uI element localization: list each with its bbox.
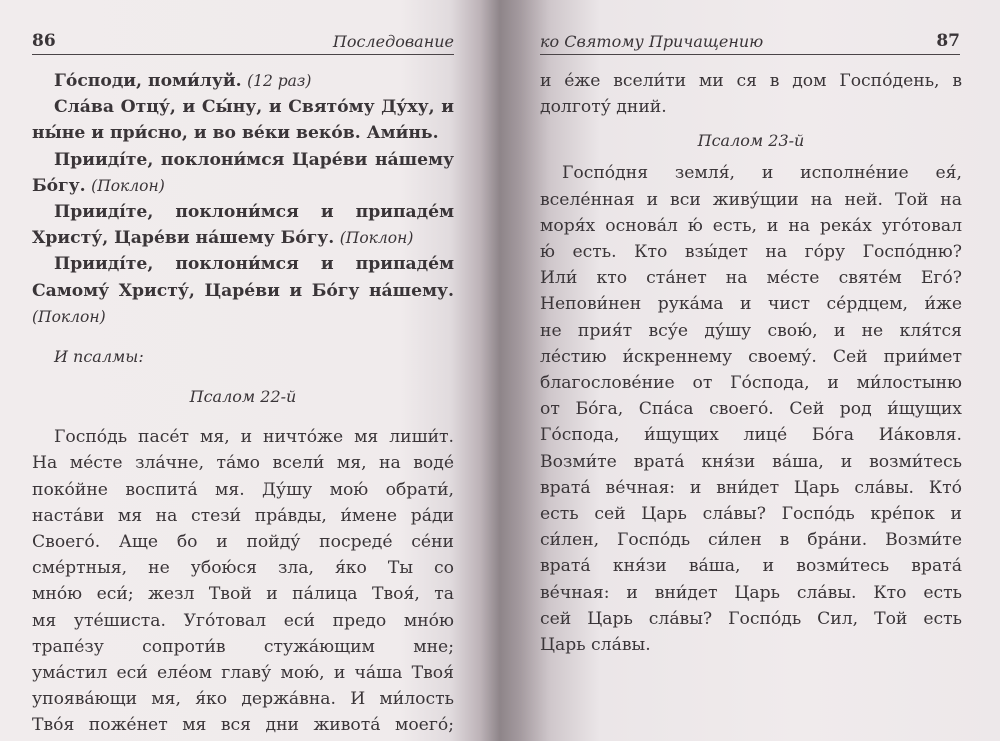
text-line: Приидíте, поклони́мся и припаде́м bbox=[54, 254, 454, 275]
text-line: Царь сла́вы. bbox=[540, 635, 651, 656]
text-line: Бо́гу. (Поклон) bbox=[32, 175, 165, 196]
text-line: ю́ есть. Кто взы́дет на го́ру Госпо́дню? bbox=[540, 242, 962, 263]
text-line: не прия́т всу́е ду́шу свою́, и не кля́тся bbox=[540, 320, 962, 341]
psalm-heading: Псалом 22-й bbox=[189, 387, 297, 407]
left-page-body bbox=[32, 68, 454, 739]
text-line: Непови́нен рука́ма и чист се́рдцем, и́же bbox=[540, 294, 962, 315]
text-line: упоява́ющи мя, я́ко держа́вна. И ми́лость bbox=[32, 689, 454, 710]
text-line: моря́х основа́л ю́ есть, и на река́х уго́товал bbox=[540, 215, 962, 236]
text-line: На ме́сте зла́чне, та́мо всели́ мя, на воде́ bbox=[32, 453, 454, 474]
text-line: от Бо́га, Спа́са своего́. Сей род и́щущих bbox=[540, 399, 962, 420]
text-line: мя уте́шиста. Уго́товал еси́ предо мно́ю bbox=[32, 610, 454, 631]
psalm-heading: Псалом 23-й bbox=[697, 131, 805, 151]
text-line: Приидíте, поклони́мся и припаде́м bbox=[54, 202, 454, 223]
section-intro: И псалмы: bbox=[54, 347, 144, 367]
text-line: наста́ви мя на стези́ пра́вды, и́мене ра́ди bbox=[32, 505, 454, 526]
text-line: ве́чная: и вни́дет Царь сла́вы. Кто есть bbox=[540, 582, 962, 603]
text-line: Приидíте, поклони́мся Царе́ви на́шему bbox=[54, 149, 454, 170]
text-line: Госпо́дь пасе́т мя, и ничто́же мя лиши́т. bbox=[54, 427, 454, 448]
text-line: си́лен, Госпо́дь си́лен в бра́ни. Возми́те bbox=[540, 530, 962, 551]
running-title: ко Святому Причащению bbox=[540, 32, 764, 51]
text-line: Тво́я поже́нет мя вся дни живота́ моего́; bbox=[32, 715, 454, 736]
text-line: (Поклон) bbox=[32, 307, 106, 326]
text-line: вселе́нная и вси живу́щии на ней. Той на bbox=[540, 189, 962, 210]
text-line: ума́стил еси́ еле́ом главу́ мою́, и ча́ша Твоя́ bbox=[32, 663, 454, 684]
text-line: Го́споди, поми́луй. (12 раз) bbox=[54, 71, 312, 91]
text-line: ны́не и при́сно, и во ве́ки веко́в. Ами́нь. bbox=[32, 123, 439, 144]
page-number: 87 bbox=[936, 31, 960, 51]
text-line: Или́ кто ста́нет на ме́сте святе́м Его́? bbox=[540, 268, 962, 289]
page-number: 86 bbox=[32, 31, 56, 51]
text-line: врата́ кня́зи ва́ша, и возми́тесь врата́ bbox=[540, 556, 962, 577]
text-line: Самому́ Христу́, Царе́ви и Бо́гу на́шему. bbox=[32, 280, 454, 301]
right-page-header bbox=[540, 28, 960, 55]
text-line: мно́ю еси́; жезл Твой и па́лица Твоя́, та bbox=[32, 584, 454, 605]
text-line: благослове́ние от Го́спода, и ми́лостыню bbox=[540, 373, 962, 394]
text-line: долготу́ дний. bbox=[540, 97, 667, 118]
text-line: Го́спода, и́щущих лице́ Бо́га Иа́ковля. bbox=[540, 425, 962, 446]
text-line: Сла́ва Отцу́, и Сы́ну, и Свято́му Ду́ху, и bbox=[54, 97, 454, 118]
text-line: и е́же всели́ти ми ся в дом Госпо́день, в bbox=[540, 71, 962, 91]
text-line: Возми́те врата́ кня́зи ва́ша, и возми́тесь bbox=[540, 451, 962, 472]
running-title: Последование bbox=[332, 32, 454, 51]
right-page bbox=[500, 0, 1000, 741]
text-line: ле́стию и́скреннему своему́. Сей прии́мет bbox=[540, 346, 962, 367]
text-line: Христу́, Царе́ви на́шему Бо́гу. (Поклон) bbox=[32, 228, 414, 249]
text-line: сме́ртныя, не убою́ся зла, я́ко Ты со bbox=[32, 558, 454, 579]
left-page-header bbox=[32, 28, 454, 55]
text-line: есть сей Царь сла́вы? Госпо́дь кре́пок и bbox=[540, 504, 962, 525]
text-line: врата́ ве́чная: и вни́дет Царь сла́вы. Кто́ bbox=[540, 477, 962, 498]
text-line: Госпо́дня земля́, и исполне́ние ея́, bbox=[562, 163, 962, 184]
text-line: сей Царь сла́вы? Госпо́дь Сил, Той есть bbox=[540, 608, 962, 629]
text-line: поко́йне воспита́ мя. Ду́шу мою́ обрати́, bbox=[32, 479, 454, 500]
text-line: трапе́зу сопроти́в стужа́ющим мне; bbox=[32, 636, 454, 657]
text-line: Своего́. Аще бо и пойду́ посреде́ се́ни bbox=[32, 532, 454, 553]
right-page-body bbox=[540, 68, 962, 658]
